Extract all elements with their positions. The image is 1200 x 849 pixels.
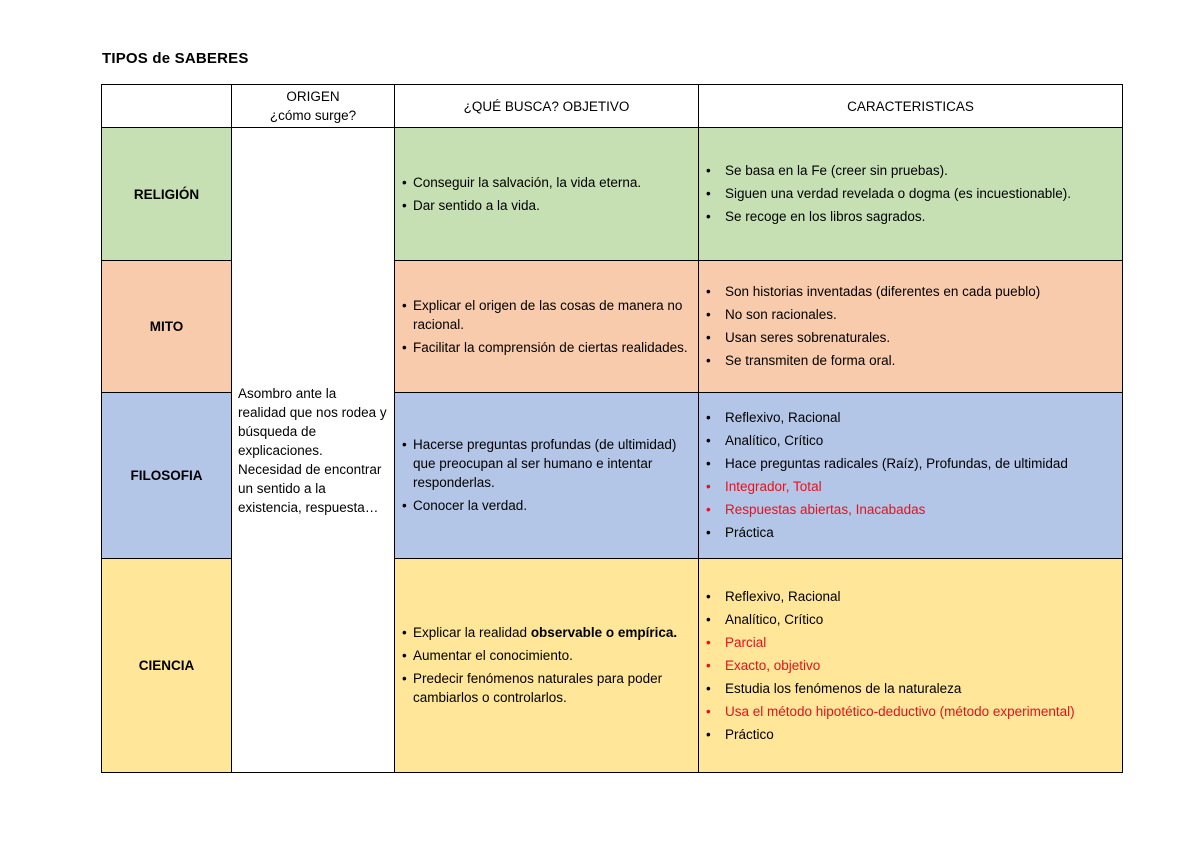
caracteristicas-ciencia-list — [699, 587, 1122, 744]
list-item: • Analítico, Crítico — [706, 610, 1114, 629]
list-item: • Explicar el origen de las cosas de manera no racional. — [402, 296, 690, 334]
list-item: • Exacto, objetivo — [706, 656, 1114, 675]
saberes-table — [101, 84, 1123, 773]
row-label-ciencia: CIENCIA — [102, 559, 232, 773]
caracteristicas-filosofia — [699, 393, 1123, 559]
list-item: • Predecir fenómenos naturales para poder cambiarlos o controlarlos. — [402, 669, 690, 707]
list-item: • Se recoge en los libros sagrados. — [706, 207, 1114, 226]
list-item: • Facilitar la comprensión de ciertas realidades. — [402, 338, 690, 357]
caracteristicas-religion — [699, 128, 1123, 261]
caracteristicas-mito-list — [699, 282, 1122, 370]
header-objetivo: ¿QUÉ BUSCA? OBJETIVO — [395, 85, 699, 128]
header-row — [102, 85, 1123, 128]
objetivo-religion — [395, 128, 699, 261]
list-item — [402, 623, 690, 642]
row-label-filosofia: FILOSOFIA — [102, 393, 232, 559]
objetivo-religion-list — [395, 173, 698, 215]
list-item: • Integrador, Total — [706, 477, 1114, 496]
list-item: • Estudia los fenómenos de la naturaleza — [706, 679, 1114, 698]
list-item: • Reflexivo, Racional — [706, 408, 1114, 427]
objetivo-ciencia — [395, 559, 699, 773]
header-origen — [232, 85, 395, 128]
list-item: • Dar sentido a la vida. — [402, 196, 690, 215]
objetivo-ciencia-list — [395, 623, 698, 707]
caracteristicas-filosofia-list — [699, 408, 1122, 542]
list-item: • Aumentar el conocimiento. — [402, 646, 690, 665]
list-item: • Respuestas abiertas, Inacabadas — [706, 500, 1114, 519]
objetivo-ciencia-bold: observable o empírica. — [530, 625, 678, 640]
table-row-religion — [102, 128, 1123, 261]
objetivo-mito — [395, 261, 699, 393]
document-title: TIPOS de SABERES — [102, 50, 249, 67]
list-item: • No son racionales. — [706, 305, 1114, 324]
list-item: • Hacerse preguntas profundas (de ultimidad) que preocupan al ser humano e intentar responderlas. — [402, 435, 690, 492]
list-item: • Parcial — [706, 633, 1114, 652]
list-item: • Siguen una verdad revelada o dogma (es incuestionable). — [706, 184, 1114, 203]
header-caracteristicas: CARACTERISTICAS — [699, 85, 1123, 128]
list-item: • Se basa en la Fe (creer sin pruebas). — [706, 161, 1114, 180]
list-item: • Conseguir la salvación, la vida eterna. — [402, 173, 690, 192]
list-item: • Hace preguntas radicales (Raíz), Profundas, de ultimidad — [706, 454, 1114, 473]
list-item: • Usa el método hipotético-deductivo (método experimental) — [706, 702, 1114, 721]
header-blank-cell — [102, 85, 232, 128]
origen-cell: Asombro ante la realidad que nos rodea y búsqueda de explicaciones. Necesidad de encontrar un sentido a la existencia, respuesta… — [232, 128, 395, 773]
list-item: • Analítico, Crítico — [706, 431, 1114, 450]
objetivo-ciencia-normal: Explicar la realidad — [413, 625, 531, 640]
objetivo-mito-list — [395, 296, 698, 357]
caracteristicas-mito — [699, 261, 1123, 393]
list-item: • Práctica — [706, 523, 1114, 542]
caracteristicas-religion-list — [699, 161, 1122, 226]
row-label-religion: RELIGIÓN — [102, 128, 232, 261]
header-origen-line1: ORIGEN — [286, 89, 340, 104]
row-label-mito: MITO — [102, 261, 232, 393]
list-item: • Se transmiten de forma oral. — [706, 351, 1114, 370]
list-item: • Son historias inventadas (diferentes en cada pueblo) — [706, 282, 1114, 301]
list-item: • Usan seres sobrenaturales. — [706, 328, 1114, 347]
objetivo-filosofia-list — [395, 435, 698, 515]
caracteristicas-ciencia — [699, 559, 1123, 773]
list-item: • Reflexivo, Racional — [706, 587, 1114, 606]
objetivo-filosofia — [395, 393, 699, 559]
list-item: • Práctico — [706, 725, 1114, 744]
list-item: • Conocer la verdad. — [402, 496, 690, 515]
header-origen-line2: ¿cómo surge? — [269, 108, 357, 123]
